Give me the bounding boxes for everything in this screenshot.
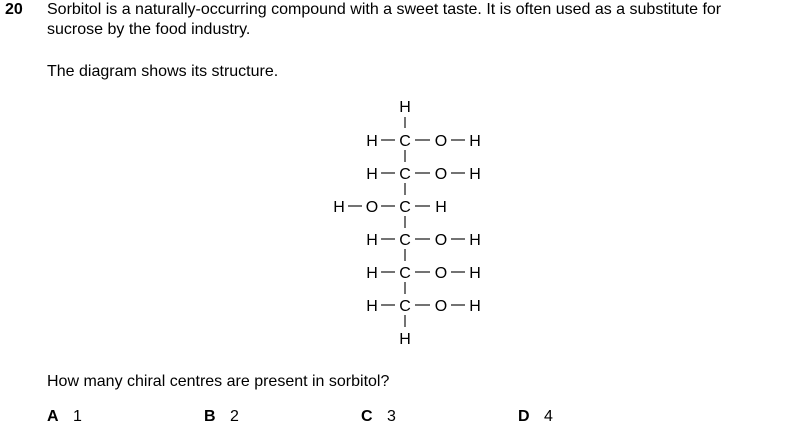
row1-oxygen: O	[434, 133, 448, 150]
row1-carbon: C	[399, 133, 411, 150]
row4-right-h: H	[469, 232, 481, 249]
row3-left-h: H	[333, 199, 345, 216]
row6-oxygen: O	[434, 298, 448, 315]
question-text	[47, 0, 800, 40]
row3-oxygen: O	[365, 199, 379, 216]
question-number: 20	[5, 1, 23, 18]
option-a-value: 1	[73, 408, 82, 425]
option-a-letter: A	[47, 408, 59, 425]
atom-bottom-h: H	[399, 331, 411, 348]
atom-top-h: H	[399, 99, 411, 116]
question-text-line-1: Sorbitol is a naturally-occurring compound with a sweet taste. It is often used as a substitute for	[47, 1, 722, 18]
option-d-value: 4	[544, 408, 553, 425]
row4-carbon: C	[399, 232, 411, 249]
row2-left-h: H	[366, 166, 378, 183]
row6-carbon: C	[399, 298, 411, 315]
option-d[interactable]	[518, 407, 553, 427]
option-b-value: 2	[230, 408, 239, 425]
row1-left-h: H	[366, 133, 378, 150]
row2-oxygen: O	[434, 166, 448, 183]
row4-oxygen: O	[434, 232, 448, 249]
row5-carbon: C	[399, 265, 411, 282]
row3-carbon: C	[399, 199, 411, 216]
option-c[interactable]	[361, 407, 396, 427]
row6-right-h: H	[469, 298, 481, 315]
option-b[interactable]	[204, 407, 239, 427]
row1-right-h: H	[469, 133, 481, 150]
row2-right-h: H	[469, 166, 481, 183]
sorbitol-structure-diagram	[330, 92, 500, 354]
diagram-intro: The diagram shows its structure.	[47, 63, 279, 80]
question-prompt: How many chiral centres are present in sorbitol?	[47, 373, 390, 390]
row5-left-h: H	[366, 265, 378, 282]
option-d-letter: D	[518, 408, 530, 425]
row5-right-h: H	[469, 265, 481, 282]
row6-left-h: H	[366, 298, 378, 315]
row2-carbon: C	[399, 166, 411, 183]
question-text-line-2: sucrose by the food industry.	[47, 21, 251, 38]
option-b-letter: B	[204, 408, 216, 425]
option-c-letter: C	[361, 408, 373, 425]
option-a[interactable]	[47, 407, 82, 427]
option-c-value: 3	[387, 408, 396, 425]
row3-right-h: H	[435, 199, 447, 216]
row4-left-h: H	[366, 232, 378, 249]
row5-oxygen: O	[434, 265, 448, 282]
